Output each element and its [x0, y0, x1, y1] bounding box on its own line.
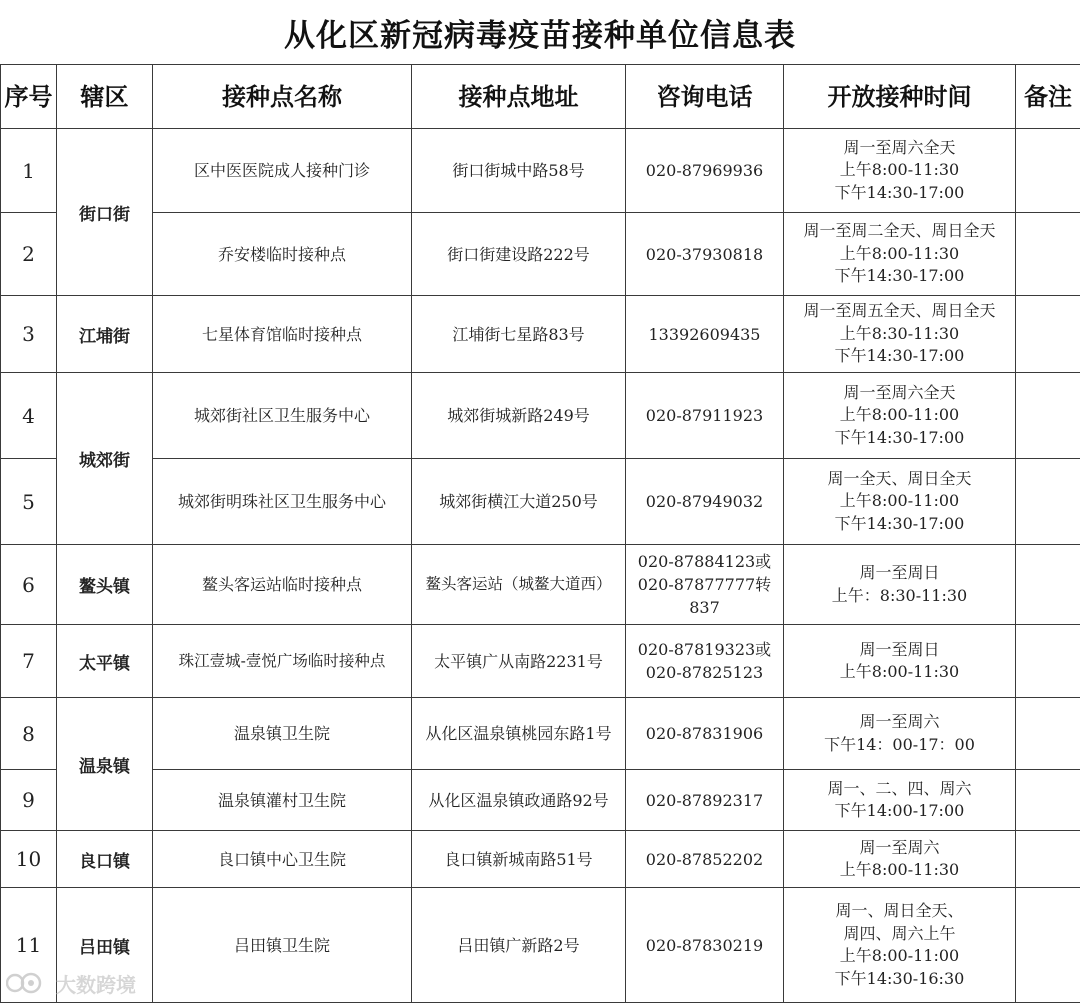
hours-line: 周一至周日	[784, 562, 1015, 585]
table-row	[1, 213, 1080, 296]
hours-line: 下午14:00-17:00	[784, 800, 1015, 823]
row-district: 温泉镇	[57, 698, 153, 831]
row-site-address: 良口镇新城南路51号	[412, 831, 626, 888]
row-site-address: 街口街建设路222号	[412, 213, 626, 296]
header-site-name: 接种点名称	[153, 65, 412, 129]
row-phone	[626, 459, 784, 545]
bubble-logo-icon	[6, 970, 50, 996]
row-hours	[784, 545, 1016, 625]
hours-line: 下午14:30-17:00	[784, 182, 1015, 205]
row-index: 8	[1, 698, 57, 770]
row-index: 10	[1, 831, 57, 888]
row-hours	[784, 459, 1016, 545]
row-hours	[784, 698, 1016, 770]
vaccination-sites-table	[0, 64, 1080, 1003]
table-row	[1, 888, 1080, 1003]
header-district: 辖区	[57, 65, 153, 129]
hours-line: 周一至周六全天	[784, 382, 1015, 405]
phone-line: 020-87884123或	[626, 550, 783, 573]
hours-line: 下午14:30-17:00	[784, 345, 1015, 368]
row-phone	[626, 545, 784, 625]
phone-line: 020-87969936	[626, 159, 783, 182]
row-index: 9	[1, 770, 57, 831]
row-note	[1016, 213, 1080, 296]
hours-line: 周一至周六全天	[784, 137, 1015, 160]
phone-line: 020-87830219	[626, 934, 783, 957]
row-note	[1016, 373, 1080, 459]
row-index: 5	[1, 459, 57, 545]
table-row	[1, 770, 1080, 831]
hours-line: 周一至周六	[784, 711, 1015, 734]
hours-line: 下午14:30-17:00	[784, 265, 1015, 288]
phone-line: 020-87831906	[626, 722, 783, 745]
row-index: 4	[1, 373, 57, 459]
row-note	[1016, 698, 1080, 770]
hours-line: 上午8:00-11:00	[784, 404, 1015, 427]
row-hours	[784, 831, 1016, 888]
hours-line: 上午8:00-11:30	[784, 859, 1015, 882]
row-index: 11	[1, 888, 57, 1003]
row-phone	[626, 831, 784, 888]
hours-line: 上午8:00-11:30	[784, 661, 1015, 684]
row-note	[1016, 625, 1080, 698]
phone-line: 020-87949032	[626, 490, 783, 513]
hours-line: 周一至周日	[784, 639, 1015, 662]
row-note	[1016, 831, 1080, 888]
table-row	[1, 129, 1080, 213]
watermark-text: 大数跨境	[56, 969, 136, 998]
header-site-address: 接种点地址	[412, 65, 626, 129]
row-site-address: 江埔街七星路83号	[412, 296, 626, 373]
row-phone	[626, 296, 784, 373]
row-hours	[784, 213, 1016, 296]
row-site-address: 街口街城中路58号	[412, 129, 626, 213]
row-site-address: 城郊街城新路249号	[412, 373, 626, 459]
row-district: 太平镇	[57, 625, 153, 698]
row-site-name: 七星体育馆临时接种点	[153, 296, 412, 373]
hours-line: 上午：8:30-11:30	[784, 585, 1015, 608]
row-phone	[626, 698, 784, 770]
row-hours	[784, 770, 1016, 831]
row-site-address: 鳌头客运站（城鳌大道西）	[412, 545, 626, 625]
hours-line: 下午14:30-17:00	[784, 427, 1015, 450]
row-index: 7	[1, 625, 57, 698]
header-note: 备注	[1016, 65, 1080, 129]
row-phone	[626, 625, 784, 698]
table-row	[1, 625, 1080, 698]
row-site-address: 从化区温泉镇桃园东路1号	[412, 698, 626, 770]
table-row	[1, 373, 1080, 459]
header-hours: 开放接种时间	[784, 65, 1016, 129]
phone-line: 837	[626, 596, 783, 619]
phone-line: 13392609435	[626, 323, 783, 346]
row-site-name: 吕田镇卫生院	[153, 888, 412, 1003]
row-note	[1016, 459, 1080, 545]
hours-line: 周四、周六上午	[784, 923, 1015, 946]
hours-line: 周一至周六	[784, 837, 1015, 860]
row-phone	[626, 373, 784, 459]
row-site-address: 吕田镇广新路2号	[412, 888, 626, 1003]
row-note	[1016, 129, 1080, 213]
row-note	[1016, 296, 1080, 373]
hours-line: 上午8:00-11:30	[784, 243, 1015, 266]
hours-line: 周一至周五全天、周日全天	[784, 300, 1015, 323]
row-site-address: 城郊街横江大道250号	[412, 459, 626, 545]
row-hours	[784, 129, 1016, 213]
row-district: 良口镇	[57, 831, 153, 888]
row-phone	[626, 213, 784, 296]
phone-line: 020-87852202	[626, 848, 783, 871]
row-index: 3	[1, 296, 57, 373]
row-site-name: 珠江壹城-壹悦广场临时接种点	[153, 625, 412, 698]
table-row	[1, 831, 1080, 888]
phone-line: 020-87877777转	[626, 573, 783, 596]
table-row	[1, 459, 1080, 545]
row-site-name: 城郊街明珠社区卫生服务中心	[153, 459, 412, 545]
phone-line: 020-87892317	[626, 789, 783, 812]
hours-line: 下午14:30-16:30	[784, 968, 1015, 991]
hours-line: 周一、周日全天、	[784, 900, 1015, 923]
phone-line: 020-37930818	[626, 243, 783, 266]
phone-line: 020-87911923	[626, 404, 783, 427]
row-hours	[784, 373, 1016, 459]
header-phone: 咨询电话	[626, 65, 784, 129]
hours-line: 上午8:00-11:30	[784, 159, 1015, 182]
row-hours	[784, 296, 1016, 373]
row-site-address: 从化区温泉镇政通路92号	[412, 770, 626, 831]
table-row	[1, 545, 1080, 625]
hours-line: 周一、二、四、周六	[784, 778, 1015, 801]
hours-line: 上午8:00-11:00	[784, 945, 1015, 968]
row-district: 吕田镇	[57, 888, 153, 1003]
hours-line: 上午8:30-11:30	[784, 323, 1015, 346]
row-hours	[784, 625, 1016, 698]
hours-line: 上午8:00-11:00	[784, 490, 1015, 513]
phone-line: 020-87825123	[626, 661, 783, 684]
row-note	[1016, 888, 1080, 1003]
phone-line: 020-87819323或	[626, 638, 783, 661]
row-index: 6	[1, 545, 57, 625]
hours-line: 下午14：00-17：00	[784, 734, 1015, 757]
row-site-name: 温泉镇灌村卫生院	[153, 770, 412, 831]
row-site-name: 鳌头客运站临时接种点	[153, 545, 412, 625]
row-district: 鳌头镇	[57, 545, 153, 625]
table-row	[1, 296, 1080, 373]
hours-line: 周一全天、周日全天	[784, 468, 1015, 491]
table-row	[1, 698, 1080, 770]
row-site-name: 城郊街社区卫生服务中心	[153, 373, 412, 459]
header-row	[1, 65, 1080, 129]
row-district: 街口街	[57, 129, 153, 296]
row-index: 2	[1, 213, 57, 296]
row-hours	[784, 888, 1016, 1003]
row-phone	[626, 888, 784, 1003]
hours-line: 周一至周二全天、周日全天	[784, 220, 1015, 243]
row-phone	[626, 770, 784, 831]
row-district: 城郊街	[57, 373, 153, 545]
row-index: 1	[1, 129, 57, 213]
page-title: 从化区新冠病毒疫苗接种单位信息表	[0, 0, 1080, 64]
header-index: 序号	[1, 65, 57, 129]
row-phone	[626, 129, 784, 213]
row-site-name: 乔安楼临时接种点	[153, 213, 412, 296]
watermark	[6, 968, 136, 998]
row-site-name: 温泉镇卫生院	[153, 698, 412, 770]
row-site-name: 良口镇中心卫生院	[153, 831, 412, 888]
hours-line: 下午14:30-17:00	[784, 513, 1015, 536]
row-site-name: 区中医医院成人接种门诊	[153, 129, 412, 213]
row-note	[1016, 545, 1080, 625]
row-district: 江埔街	[57, 296, 153, 373]
row-site-address: 太平镇广从南路2231号	[412, 625, 626, 698]
row-note	[1016, 770, 1080, 831]
